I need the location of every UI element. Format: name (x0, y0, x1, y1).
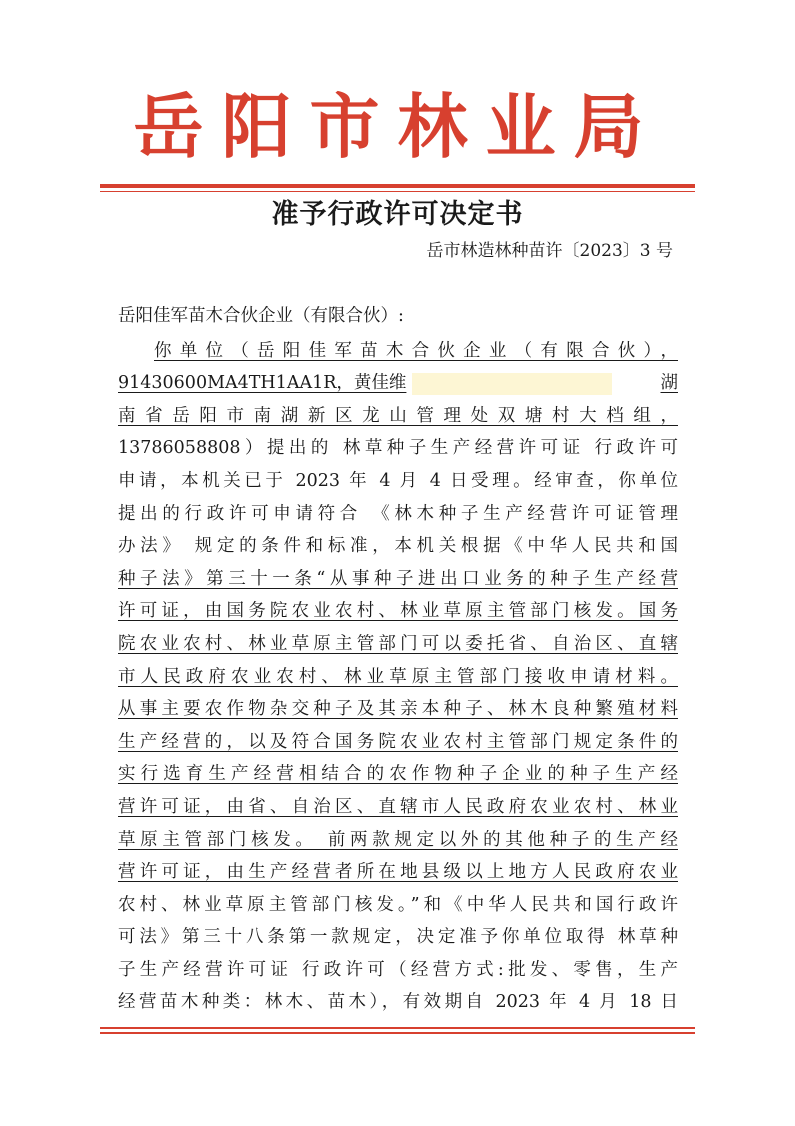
body-line: 从事主要农作物杂交种子及其亲本种子、林木良种繁殖材料 (118, 699, 678, 720)
body-line: 南省岳阳市南湖新区龙山管理处双塘村大档组， (118, 405, 678, 426)
body-line: 你单位（岳阳佳军苗木合伙企业（有限合伙）， (154, 340, 678, 361)
body-line: 生产经营的，以及符合国务院农业农村主管部门规定条件的 (118, 731, 678, 752)
body-line: 许可证，由国务院农业农村、林业草原主管部门核发。国务 (118, 601, 678, 622)
body-line: 种子法》第三十一条“从事种子进出口业务的种子生产经营 (118, 568, 678, 589)
body-line: 草原主管部门核发。 前两款规定以外的其他种子的生产经 (118, 829, 678, 850)
footer-rule-lower (100, 1032, 695, 1034)
body-line-segment: 湖 (660, 373, 678, 394)
body-line: 营许可证，由省、自治区、直辖市人民政府农业农村、林业 (118, 796, 678, 817)
body-line: 农村、林业草原主管部门核发。”和《中华人民共和国行政许 (118, 894, 678, 915)
body-line: 实行选育生产经营相结合的农作物种子企业的种子生产经 (118, 764, 678, 785)
body-line: 子生产经营许可证 行政许可（经营方式:批发、零售，生产 (118, 959, 678, 980)
document-body (118, 300, 678, 1019)
redacted-field (412, 373, 612, 395)
body-line: 提出的行政许可申请符合 《林木种子生产经营许可证管理 (118, 503, 678, 524)
header-rule-thick (100, 184, 695, 188)
body-line: 市人民政府农业农村、林业草原主管部门接收申请材料。 (118, 666, 678, 687)
body-line: 13786058808）提出的 林草种子生产经营许可证 行政许可 (118, 438, 678, 459)
body-line: 可法》第三十八条第一款规定，决定准予你单位取得 林草种 (118, 927, 678, 948)
body-line: 办法》 规定的条件和标准，本机关根据《中华人民共和国 (118, 536, 678, 557)
body-line: 经营苗木种类：林木、苗木），有效期自 2023 年 4 月 18 日 (118, 992, 678, 1013)
footer-rule-upper (100, 1027, 695, 1029)
agency-name: 岳阳市林业局 (133, 85, 662, 168)
addressee: 岳阳佳军苗木合伙企业（有限合伙）: (118, 306, 404, 326)
body-line (118, 367, 678, 400)
body-line: 营许可证，由生产经营者所在地县级以上地方人民政府农业 (118, 862, 678, 883)
body-line: 院农业农村、林业草原主管部门可以委托省、自治区、直辖 (118, 633, 678, 654)
header-rule-thin (100, 191, 695, 192)
document-number: 岳市林造林种苗许〔2023〕3 号 (426, 241, 673, 261)
document-title: 准予行政许可决定书 (271, 199, 524, 230)
body-line-segment: 91430600MA4TH1AA1R，黄佳维 (118, 373, 407, 394)
body-line: 申请，本机关已于 2023 年 4 月 4 日受理。经审查，你单位 (118, 470, 678, 491)
